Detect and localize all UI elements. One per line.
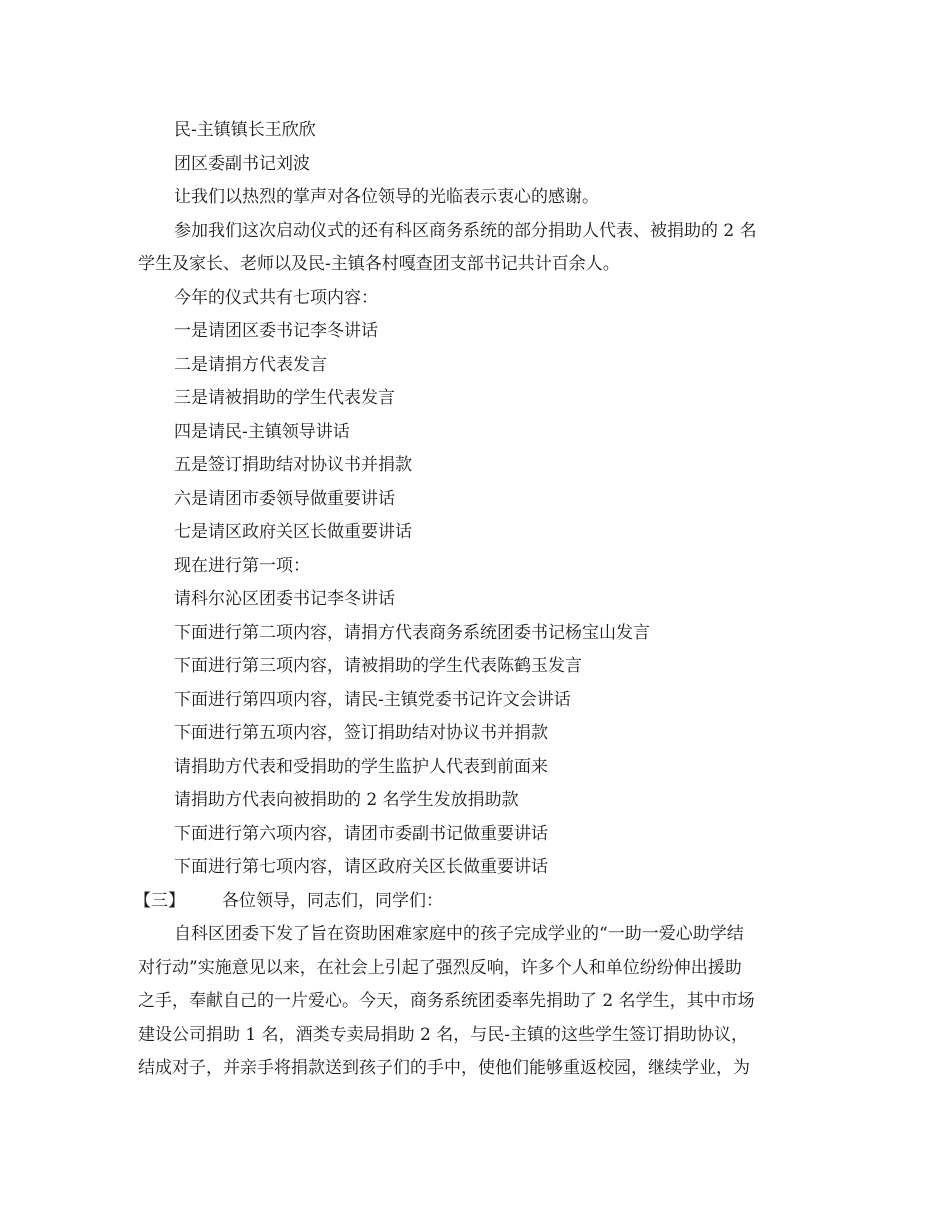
text-line: 今年的仪式共有七项内容：	[174, 287, 378, 308]
text-line: 请捐助方代表向被捐助的 2 名学生发放捐助款	[174, 790, 519, 810]
agenda-item: 一是请团区委书记李冬讲话	[174, 321, 378, 341]
paragraph-line: 参加我们这次启动仪式的还有科区商务系统的部分捐助人代表、被捐助的 2 名	[174, 220, 757, 241]
paragraph-line: 对行动”实施意见以来，在社会上引起了强烈反响，许多个人和单位纷纷伸出援助	[138, 957, 742, 978]
section-greeting: 各位领导，同志们，同学们：	[222, 890, 443, 911]
agenda-item: 七是请区政府关区长做重要讲话	[174, 522, 412, 542]
agenda-item: 三是请被捐助的学生代表发言	[174, 388, 395, 408]
text-line: 下面进行第五项内容，签订捐助结对协议书并捐款	[174, 723, 548, 743]
agenda-item: 二是请捐方代表发言	[174, 354, 327, 375]
text-line: 下面进行第六项内容，请团市委副书记做重要讲话	[174, 823, 548, 844]
paragraph-participants	[138, 215, 814, 282]
text-line: 下面进行第三项内容，请被捐助的学生代表陈鹤玉发言	[174, 656, 582, 676]
agenda-item: 五是签订捐助结对协议书并捐款	[174, 455, 412, 475]
text-line: 民-主镇镇长王欣欣	[174, 120, 316, 140]
text-line: 下面进行第四项内容，请民-主镇党委书记许文会讲话	[174, 689, 571, 710]
section-marker: 【三】	[134, 890, 185, 911]
section-heading	[134, 885, 814, 919]
text-line: 请科尔沁区团委书记李冬讲话	[174, 589, 395, 609]
paragraph-body	[138, 918, 814, 1086]
text-line: 请捐助方代表和受捐助的学生监护人代表到前面来	[174, 756, 548, 777]
document-body	[134, 114, 814, 1086]
paragraph-line: 之手，奉献自己的一片爱心。今天，商务系统团委率先捐助了 2 名学生，其中市场	[138, 991, 755, 1011]
text-line: 下面进行第七项内容，请区政府关区长做重要讲话	[174, 857, 548, 877]
text-line: 下面进行第二项内容，请捐方代表商务系统团委书记杨宝山发言	[174, 622, 650, 643]
text-line: 团区委副书记刘波	[174, 153, 310, 174]
paragraph-line: 学生及家长、老师以及民-主镇各村嘎查团支部书记共计百余人。	[138, 254, 620, 274]
agenda-item: 六是请团市委领导做重要讲话	[174, 488, 395, 509]
paragraph-line: 结成对子，并亲手将捐款送到孩子们的手中，使他们能够重返校园，继续学业，为	[138, 1058, 750, 1078]
paragraph-line: 自科区团委下发了旨在资助困难家庭中的孩子完成学业的“一助一爱心助学结	[174, 924, 744, 944]
text-line: 让我们以热烈的掌声对各位领导的光临表示衷心的感谢。	[174, 187, 599, 207]
paragraph-line: 建设公司捐助 1 名，酒类专卖局捐助 2 名，与民-主镇的这些学生签订捐助协议，	[138, 1024, 748, 1045]
agenda-item: 四是请民-主镇领导讲话	[174, 421, 350, 442]
text-line: 现在进行第一项：	[174, 555, 310, 576]
